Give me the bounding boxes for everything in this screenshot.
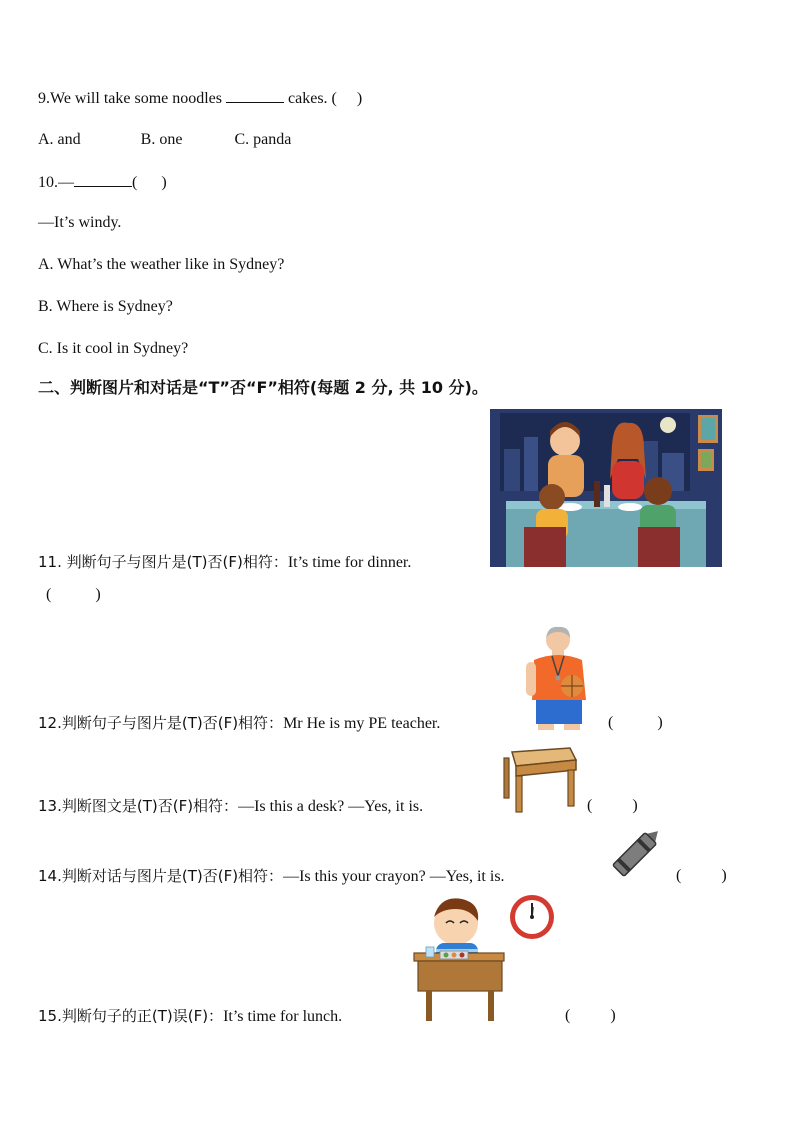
q11-answer-paren[interactable]: ( ): [46, 586, 101, 603]
q14-sentence: —Is this your crayon? —Yes, it is.: [283, 868, 505, 885]
q10-option-b[interactable]: B. Where is Sydney?: [38, 298, 173, 315]
q13-answer-paren[interactable]: ( ): [587, 797, 638, 814]
q14-answer-paren[interactable]: ( ): [676, 867, 727, 884]
q9-option-b[interactable]: B. one: [140, 131, 183, 148]
q15-answer-paren[interactable]: ( ): [565, 1007, 616, 1024]
q9-after: cakes. ( ): [284, 90, 363, 107]
q9-option-c[interactable]: C. panda: [234, 131, 292, 148]
q10-reply: —It’s windy.: [38, 214, 122, 231]
section-2-heading: 二、判断图片和对话是“T”否“F”相符(每题 2 分, 共 10 分)。: [38, 378, 488, 397]
crayon-image: [608, 824, 664, 882]
q9-options: [38, 130, 291, 150]
boy-eating-lunch-image: [410, 893, 560, 1023]
q14-prefix: 14.判断对话与图片是(T)否(F)相符：: [38, 867, 284, 885]
q11-prefix: 11. 判断句子与图片是(T)否(F)相符：: [38, 553, 288, 571]
q10-blank[interactable]: [74, 172, 132, 187]
question-15: [38, 1006, 342, 1027]
q9-text: 9.We will take some noodles: [38, 90, 227, 107]
q9-option-a[interactable]: A. and: [38, 131, 81, 148]
q12-sentence: Mr He is my PE teacher.: [283, 715, 441, 732]
pe-teacher-image: [522, 624, 596, 730]
q12-prefix: 12.判断句子与图片是(T)否(F)相符：: [38, 714, 284, 732]
family-dinner-image: [490, 409, 722, 567]
question-10: [38, 172, 167, 193]
q10-option-a[interactable]: A. What’s the weather like in Sydney?: [38, 256, 285, 273]
question-14: [38, 866, 505, 887]
question-9: [38, 88, 362, 109]
q11-sentence: It’s time for dinner.: [287, 554, 412, 571]
q15-sentence: It’s time for lunch.: [223, 1008, 343, 1025]
q10-option-c[interactable]: C. Is it cool in Sydney?: [38, 340, 189, 357]
q10-text: 10.—: [38, 174, 74, 191]
q12-answer-paren[interactable]: ( ): [608, 714, 663, 731]
question-11: [38, 552, 411, 573]
q13-sentence: —Is this a desk? —Yes, it is.: [238, 798, 424, 815]
q13-prefix: 13.判断图文是(T)否(F)相符：: [38, 797, 239, 815]
q10-after: ( ): [132, 174, 167, 191]
question-13: [38, 796, 423, 817]
question-12: [38, 713, 440, 734]
desk-image: [500, 746, 578, 814]
q9-blank[interactable]: [226, 88, 284, 103]
q15-prefix: 15.判断句子的正(T)误(F)：: [38, 1007, 224, 1025]
